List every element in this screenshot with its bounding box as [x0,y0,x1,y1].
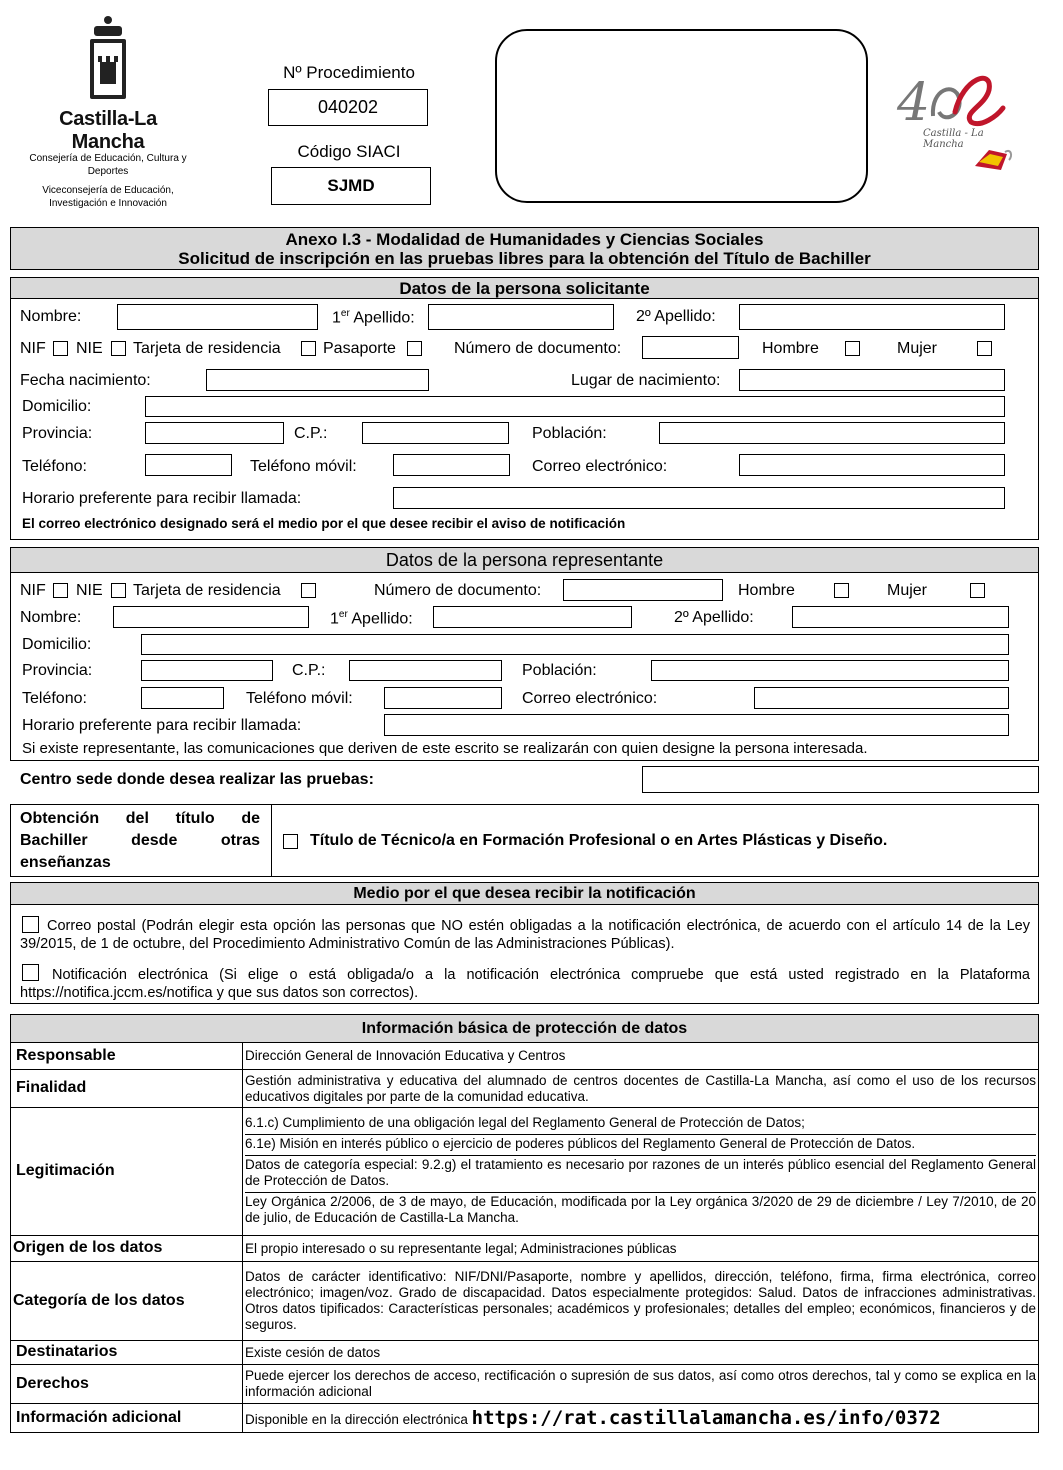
apellido2-label: 2º Apellido: [636,308,716,325]
table-row [11,1236,1039,1262]
table-row [11,1043,1039,1070]
rep-movil-input[interactable] [384,687,502,709]
obtencion-label: Obtención del título de Bachiller desde otras enseñanzas [20,810,260,871]
anniversary-text: Castilla - La Mancha [923,128,984,150]
rep-telefono-label: Teléfono: [22,690,87,707]
rep-poblacion-input[interactable] [651,660,1009,681]
rep-apellido2-input[interactable] [792,606,1009,628]
consejeria-text: Consejería de Educación, Cultura y Deportes [29,153,187,177]
rep-movil-label: Teléfono móvil: [246,690,353,707]
row-value: Gestión administrativa y educativa del alumnado de centros docentes de Castilla-La Mancha, así como el uso de los recursos educativos digitales por parte de la comunidad educativa. [243,1070,1039,1108]
crest-icon [78,14,138,104]
row-value [243,1108,1039,1236]
rep-nie-checkbox[interactable] [111,583,126,598]
siaci-label: Código SIACI [297,142,401,161]
row-key: Derechos [11,1365,243,1404]
horario-label: Horario preferente para recibir llamada: [22,490,302,507]
row-key: Legitimación [11,1108,243,1236]
movil-input[interactable] [393,454,510,476]
table-row [11,1404,1039,1433]
rep-hombre-label: Hombre [738,582,795,599]
row-value [243,1404,1039,1433]
domicilio-label: Domicilio: [22,398,92,415]
horario-input[interactable] [393,487,1005,509]
hombre-checkbox[interactable] [845,341,860,356]
nif-label: NIF [20,340,46,357]
solicitante-header: Datos de la persona solicitante [11,278,1038,299]
row-value: Existe cesión de datos [243,1341,1039,1365]
rep-domicilio-label: Domicilio: [22,636,92,653]
legitimacion-part: Datos de categoría especial: 9.2.g) el tratamiento es necesario por razones de un interés público esencial del Reglamento General de Protección de Datos. [245,1155,1036,1192]
row-value: Datos de carácter identificativo: NIF/DNI/Pasaporte, nombre y apellidos, dirección, teléfono, firma, firma electrónica, correo electrónico; imagen/voz. Grado de discapacidad. Datos especialmente protegidos: Salud. Datos de infracciones administrativas. Otros datos tipificados: Características personales; académicos y profesionales; detalles del empleo; económicos, financieros y de seguros. [243,1262,1039,1341]
table-row [11,1341,1039,1365]
rep-correo-label: Correo electrónico: [522,690,658,707]
correo-label: Correo electrónico: [532,458,668,475]
table-row [11,1262,1039,1341]
legitimacion-part: Ley Orgánica 2/2006, de 3 de mayo, de Educación, modificada por la Ley orgánica 3/2020 de 29 de diciembre / Ley 7/2010, de 20 de julio, de Educación de Castilla-La Mancha. [245,1192,1036,1229]
rep-nie-label: NIE [76,582,103,599]
poblacion-input[interactable] [659,422,1005,444]
rep-mujer-label: Mujer [887,582,928,599]
num-doc-label: Número de documento: [454,340,622,357]
rep-tarjeta-label: Tarjeta de residencia [133,582,281,599]
representante-note: Si existe representante, las comunicaciones que deriven de este escrito se realizarán con quien designe la persona interesada. [22,740,868,757]
nombre-input[interactable] [117,304,318,330]
provincia-input[interactable] [145,422,284,444]
registro-stamp-box [495,29,868,203]
pasaporte-checkbox[interactable] [407,341,422,356]
title-line-1: Anexo I.3 - Modalidad de Humanidades y Ciencias Sociales [285,230,764,249]
table-row [11,1108,1039,1236]
rep-cp-input[interactable] [349,660,502,681]
fecha-nac-label: Fecha nacimiento: [20,372,151,389]
row-value: Dirección General de Innovación Educativa y Centros [243,1043,1039,1070]
rep-mujer-checkbox[interactable] [970,583,985,598]
electronica-text: Notificación electrónica (Si elige o está obligada/o a la notificación electrónica compruebe que está usted registrado en la Plataforma https://notifica.jccm.es/notifica y que sus datos son correctos). [20,967,1030,1001]
proteccion-table [10,1042,1039,1433]
rep-apellido1-input[interactable] [433,606,632,628]
rep-telefono-input[interactable] [141,687,224,709]
table-row [11,1365,1039,1404]
title-line-2: Solicitud de inscripción en las pruebas libres para la obtención del Título de Bachiller [178,249,871,268]
rep-correo-input[interactable] [754,687,1009,709]
rep-nombre-label: Nombre: [20,609,82,626]
centro-input[interactable] [642,766,1039,793]
correo-input[interactable] [739,454,1005,476]
centro-label: Centro sede donde desea realizar las pruebas: [20,771,374,788]
svg-text:4: 4 [897,73,931,133]
mujer-label: Mujer [897,340,938,357]
num-doc-input[interactable] [642,336,739,359]
procedimiento-label: Nº Procedimiento [283,63,415,82]
rep-apellido1-label: 1er Apellido: [330,609,413,628]
row-value: El propio interesado o su representante legal; Administraciones públicas [243,1236,1039,1262]
nif-checkbox[interactable] [53,341,68,356]
apellido2-input[interactable] [739,304,1005,330]
telefono-input[interactable] [145,454,232,476]
rep-num-doc-label: Número de documento: [374,582,542,599]
procedimiento-box: 040202 [268,89,428,126]
tarjeta-checkbox[interactable] [301,341,316,356]
cp-label: C.P.: [294,425,328,442]
proteccion-header: Información básica de protección de datos [10,1014,1039,1042]
rep-num-doc-input[interactable] [563,579,723,601]
anniversary-40-icon [893,68,1023,178]
viceconsejeria-text: Viceconsejería de Educación, Investigación e Innovación [42,185,174,209]
row-value: Puede ejercer los derechos de acceso, rectificación o supresión de sus datos, así como otros derechos, tal y como se explica en la información adicional [243,1365,1039,1404]
row-key: Responsable [11,1043,243,1070]
siaci-box: SJMD [271,167,431,205]
apellido1-label: 1er Apellido: [332,308,415,327]
fecha-nac-input[interactable] [206,369,429,391]
row-key: Origen de los datos [11,1236,243,1262]
hombre-label: Hombre [762,340,819,357]
rep-horario-input[interactable] [384,714,1009,736]
rep-nif-checkbox[interactable] [53,583,68,598]
rep-nombre-input[interactable] [113,606,309,628]
anniversary-logo [893,68,1023,178]
notificacion-header: Medio por el que desea recibir la notificación [11,883,1038,905]
row-key: Destinatarios [11,1341,243,1365]
rep-provincia-input[interactable] [141,660,273,681]
rep-provincia-label: Provincia: [22,662,93,679]
logo-text: Castilla-La Mancha [59,108,157,153]
solicitante-note: El correo electrónico designado será el medio por el que desee recibir el aviso de notificación [22,516,626,531]
rep-nif-label: NIF [20,582,46,599]
legitimacion-part: 6.1.c) Cumplimiento de una obligación legal del Reglamento General de Protección de Datos; [245,1115,805,1131]
movil-label: Teléfono móvil: [250,458,357,475]
obtencion-divider [271,805,272,876]
tarjeta-label: Tarjeta de residencia [133,340,281,357]
info-prefix: Disponible en la dirección electrónica [245,1411,472,1427]
jccm-logo [78,14,138,104]
nie-label: NIE [76,340,103,357]
row-key: Finalidad [11,1070,243,1108]
lugar-nac-label: Lugar de nacimiento: [571,372,721,389]
poblacion-label: Población: [532,425,607,442]
info-link[interactable]: https://rat.castillalamancha.es/info/0372 [471,1406,941,1429]
legitimacion-part: 6.1e) Misión en interés público o ejercicio de poderes públicos del Reglamento General de Protección de Datos. [245,1134,1036,1155]
obtencion-option: Título de Técnico/a en Formación Profesional o en Artes Plásticas y Diseño. [310,832,888,849]
representante-header: Datos de la persona representante [11,548,1038,573]
rep-tarjeta-checkbox[interactable] [301,583,316,598]
pasaporte-label: Pasaporte [323,340,396,357]
cp-input[interactable] [362,422,509,444]
row-key: Información adicional [11,1404,243,1433]
table-row [11,1070,1039,1108]
rep-domicilio-input[interactable] [141,634,1009,655]
lugar-nac-input[interactable] [739,369,1005,391]
rep-apellido2-label: 2º Apellido: [674,609,754,626]
nie-checkbox[interactable] [111,341,126,356]
telefono-label: Teléfono: [22,458,87,475]
postal-text: Correo postal (Podrán elegir esta opción las personas que NO estén obligadas a la notificación electrónica, de acuerdo con el artículo 14 de la Ley 39/2015, de 1 de octubre, del Procedimiento Administrativo Común de las Administraciones Públicas). [20,918,1030,952]
rep-cp-label: C.P.: [292,662,326,679]
rep-horario-label: Horario preferente para recibir llamada: [22,717,302,734]
apellido1-input[interactable] [428,304,614,330]
rep-hombre-checkbox[interactable] [834,583,849,598]
nombre-label: Nombre: [20,308,82,325]
provincia-label: Provincia: [22,425,93,442]
mujer-checkbox[interactable] [977,341,992,356]
domicilio-input[interactable] [145,396,1005,417]
rep-poblacion-label: Población: [522,662,597,679]
obtencion-checkbox[interactable] [283,834,298,849]
form-title [10,227,1039,270]
row-key: Categoría de los datos [11,1262,243,1341]
